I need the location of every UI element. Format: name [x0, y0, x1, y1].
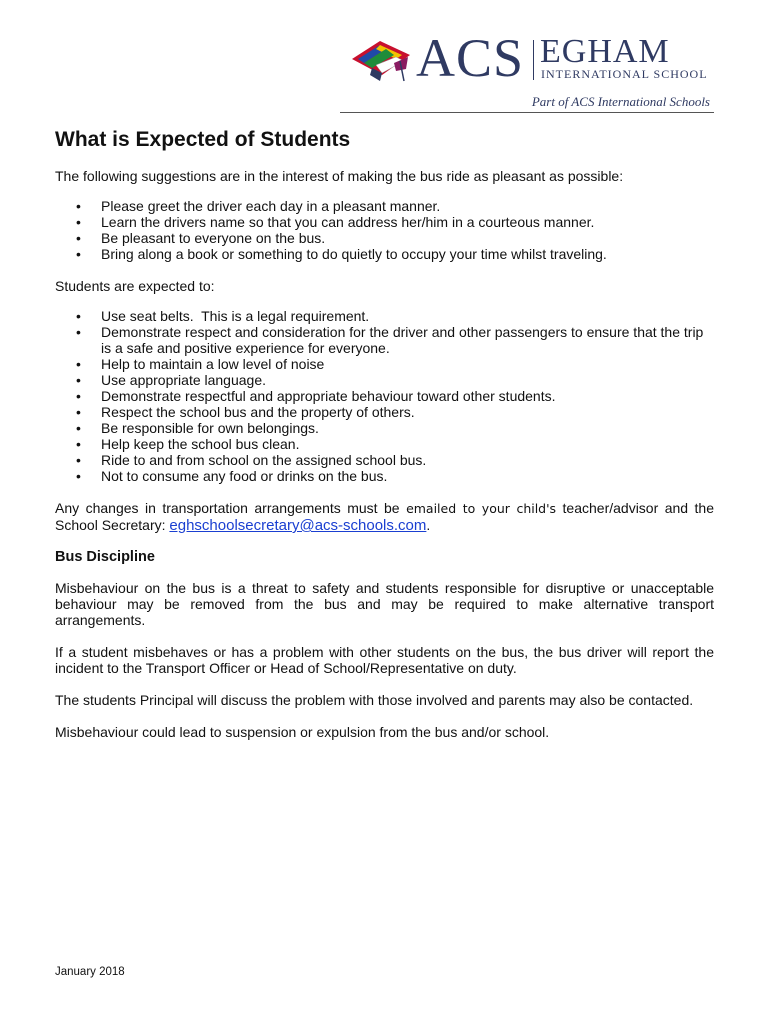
bullet-icon: • [76, 230, 81, 246]
discipline-paragraph: Misbehaviour could lead to suspension or expulsion from the bus and/or school. [55, 724, 550, 740]
bullet-icon: • [76, 388, 81, 404]
suggestions-list [55, 198, 714, 262]
bullet-icon: • [76, 356, 81, 372]
logo-tagline: INTERNATIONAL SCHOOL [541, 67, 708, 81]
discipline-paragraph: If a student misbehaves or has a problem with other students on the bus, the bus driver will report the incident to the Transport Officer or Head of School/Representative on duty. [55, 644, 714, 676]
bullet-icon: • [76, 372, 81, 388]
header-rule [340, 112, 714, 113]
list-item: • Learn the drivers name so that you can address her/him in a courteous manner. [76, 214, 595, 230]
bullet-icon: • [76, 452, 81, 468]
page-header [0, 0, 768, 118]
bullet-icon: • [76, 436, 81, 452]
list-item: • Demonstrate respect and consideration for the driver and other passengers to ensure that the trip is a safe and positive experience for everyone. [76, 324, 704, 356]
expected-intro: Students are expected to: [55, 278, 215, 294]
document-body [55, 126, 714, 756]
bullet-icon: • [76, 308, 81, 324]
school-crest-logo [350, 35, 412, 85]
discipline-paragraph: Misbehaviour on the bus is a threat to safety and students responsible for disruptive or unacceptable behaviour may be removed from the bus and may be required to make alternative transport arrangements. [55, 580, 714, 628]
list-item: • Use seat belts. This is a legal requirement. [76, 308, 370, 324]
intro-text: The following suggestions are in the interest of making the bus ride as pleasant as possible: [55, 168, 624, 184]
discipline-paragraph: The students Principal will discuss the problem with those involved and parents may also be contacted. [55, 692, 694, 708]
list-item: • Please greet the driver each day in a pleasant manner. [76, 198, 441, 214]
bullet-icon: • [76, 324, 81, 340]
logo-divider [533, 40, 534, 80]
changes-paragraph: Any changes in transportation arrangements must be emailed to your child's teacher/advisor and the School Secretary: eghschoolsecretary@acs-schools.com. [55, 500, 714, 534]
list-item: • Ride to and from school on the assigned school bus. [76, 452, 427, 468]
bullet-icon: • [76, 214, 81, 230]
logo-egham-text: EGHAM [540, 33, 670, 70]
list-item: • Help keep the school bus clean. [76, 436, 300, 452]
part-of-text: Part of ACS International Schools [531, 94, 710, 109]
footer-date: January 2018 [55, 966, 125, 978]
page-title: What is Expected of Students [55, 128, 351, 151]
bullet-icon: • [76, 420, 81, 436]
list-item: • Help to maintain a low level of noise [76, 356, 325, 372]
list-item: • Bring along a book or something to do quietly to occupy your time whilst traveling. [76, 246, 607, 262]
list-item: • Be responsible for own belongings. [76, 420, 319, 436]
list-item: • Use appropriate language. [76, 372, 267, 388]
bullet-icon: • [76, 404, 81, 420]
list-item: • Respect the school bus and the property of others. [76, 404, 415, 420]
bullet-icon: • [76, 246, 81, 262]
bullet-icon: • [76, 198, 81, 214]
section-heading-bus-discipline: Bus Discipline [55, 549, 155, 565]
list-item: • Not to consume any food or drinks on the bus. [76, 468, 388, 484]
secretary-email-link[interactable]: eghschoolsecretary@acs-schools.com [169, 517, 427, 534]
logo-acs-text: ACS [416, 28, 525, 88]
bullet-icon: • [76, 468, 81, 484]
list-item: • Be pleasant to everyone on the bus. [76, 230, 326, 246]
expectations-list [55, 308, 714, 484]
list-item: • Demonstrate respectful and appropriate behaviour toward other students. [76, 388, 556, 404]
